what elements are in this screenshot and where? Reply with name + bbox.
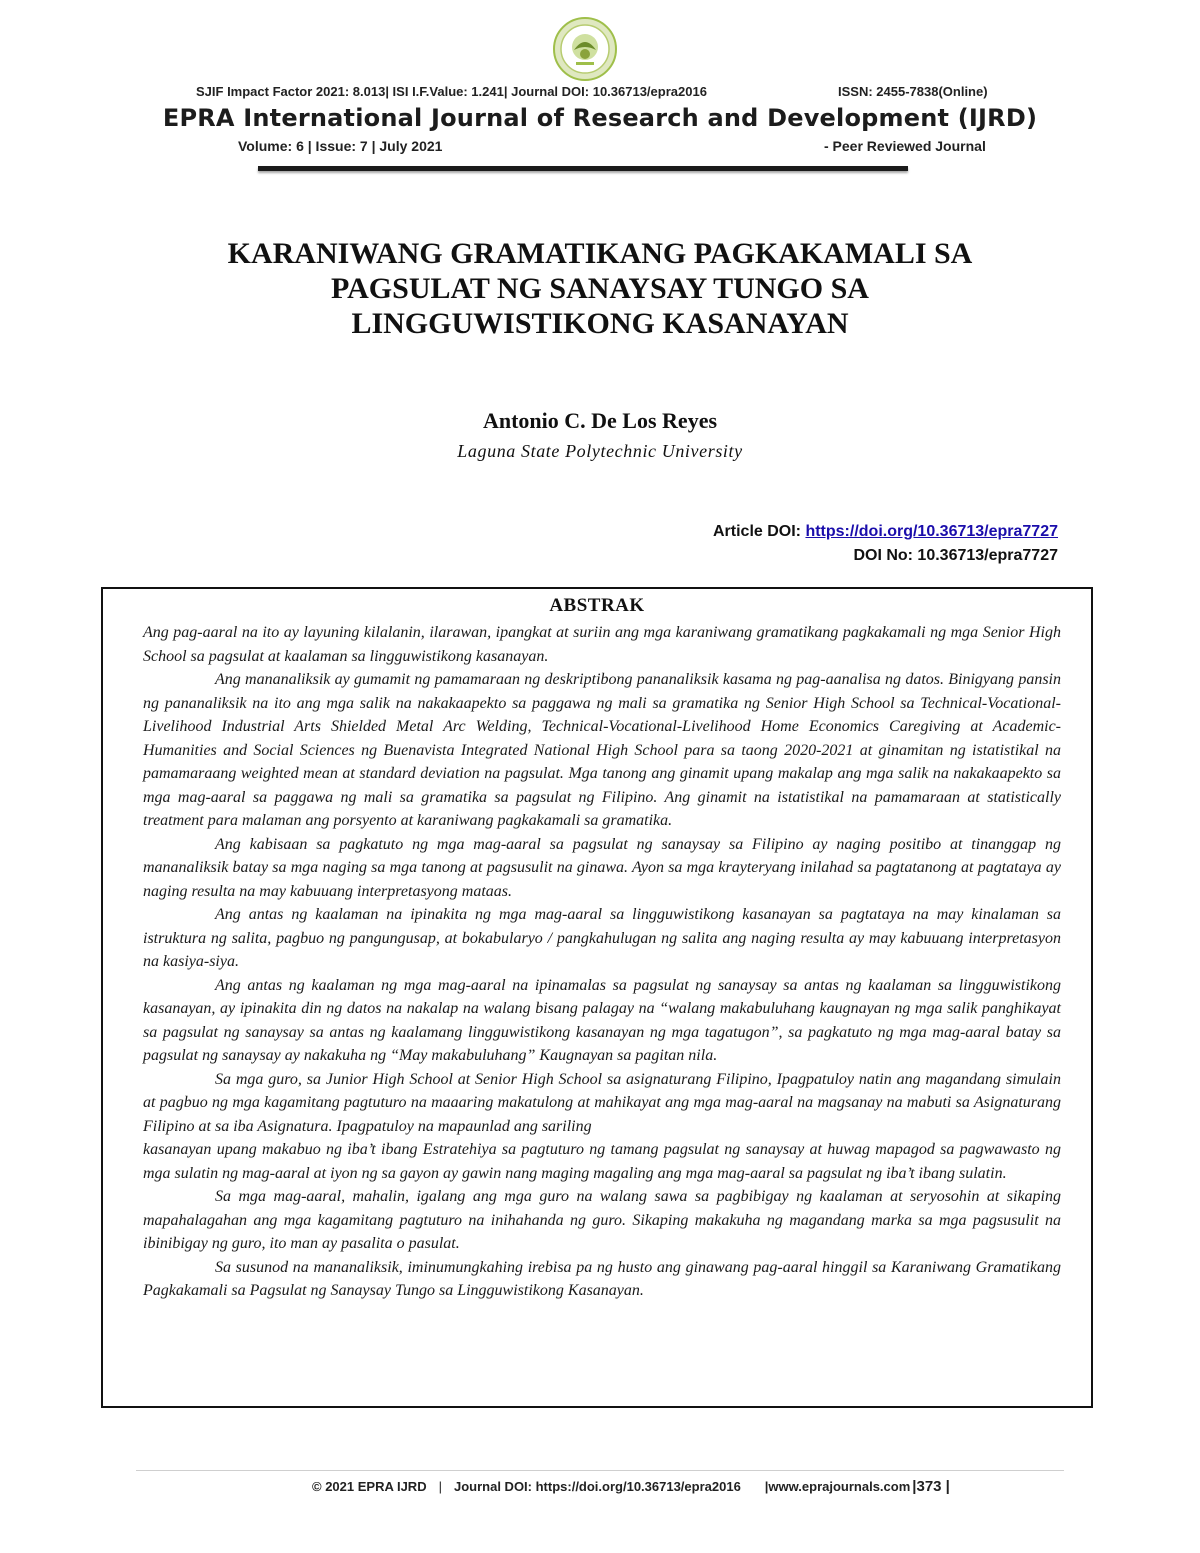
abstract-paragraph: Ang kabisaan sa pagkatuto ng mga mag-aaral sa pagsulat ng sanaysay sa Filipino ay naging positibo at tinanggap ng mananaliksik batay sa mga naging sa mga tanong at pagsusulit na ginawa. Ayon sa mga krayteryang inilahad sa pagtatanong at pagtataya ay naging resulta na may kabuuang interpretasyong mataas. — [143, 835, 1061, 900]
journal-meta-line — [0, 84, 1200, 102]
abstract-paragraph: Sa susunod na mananaliksik, iminumungkahing irebisa pa ng husto ang ginawang pag-aaral hinggil sa Karaniwang Gramatikang Pagkakamali sa Pagsulat ng Sanaysay Tungo sa Lingguwistikong Kasanayan. — [143, 1258, 1061, 1299]
article-doi-link[interactable]: https://doi.org/10.36713/epra7727 — [805, 523, 1058, 540]
page-number: |373 | — [912, 1478, 950, 1495]
footer-divider — [136, 1470, 1064, 1471]
abstract-paragraph: Sa mga guro, sa Junior High School at Senior High School sa asignaturang Filipino, Ipagpatuloy natin ang magandang simulain at pagbuo ng mga kagamitang pagtuturo na maaaring makatulong at mahikayat ang mga mag-aaral na magsanay na mabuti sa Asignaturang Filipino at sa iba Asignatura. Ipagpatuloy na mapaunlad ang sariling — [143, 1070, 1061, 1135]
title-line: KARANIWANG GRAMATIKANG PAGKAKAMALI SA — [227, 237, 973, 270]
abstract-box — [101, 587, 1093, 1408]
header-divider — [258, 166, 908, 171]
author-name: Antonio C. De Los Reyes — [482, 408, 718, 433]
footer-copyright: © 2021 EPRA IJRD — [312, 1479, 427, 1494]
abstract-paragraph: Ang pag-aaral na ito ay layuning kilalanin, ilarawan, ipangkat at suriin ang mga karaniwang gramatikang pagkakamali ng mga Senior High School sa pagsulat at kaalaman sa lingguwistikong kasanayan. — [143, 624, 1061, 665]
title-line: PAGSULAT NG SANAYSAY TUNGO SA — [331, 272, 869, 305]
volume-issue: Volume: 6 | Issue: 7 | July 2021 — [238, 138, 443, 154]
volume-line — [0, 138, 1200, 156]
issn: ISSN: 2455-7838(Online) — [838, 84, 988, 99]
abstract-paragraph: Ang antas ng kaalaman na ipinakita ng mga mag-aaral sa lingguwistikong kasanayan sa pagtataya na may kinalaman sa istruktura ng salita, pagbuo ng pangungusap, at bokabularyo / pangkahulugan ng salita ang naging resulta ay may kabuuang interpretasyon na kasiya-siya. — [143, 906, 1061, 970]
abstract-heading: ABSTRAK — [549, 595, 645, 616]
footer-website[interactable]: |www.eprajournals.com — [764, 1479, 911, 1494]
abstract-body — [143, 621, 1061, 1303]
abstract-paragraph: Sa mga mag-aaral, mahalin, igalang ang mga guro na walang sawa sa pagbibigay ng kaalaman at seryosohin at sikaping mapahalagahan ang mga kagamitang pagtuturo na inihahanda ng guro. Sikaping makakuha ng magandang marka sa mga pagsusulit na ibinibigay ng guro, ito man ay pasalita o pasulat. — [143, 1188, 1061, 1252]
peer-reviewed-label: - Peer Reviewed Journal — [824, 138, 986, 154]
article-doi-line — [713, 520, 1058, 544]
doi-block — [713, 520, 1058, 568]
article-doi-label: Article DOI: — [712, 523, 806, 540]
impact-factor: SJIF Impact Factor 2021: 8.013| ISI I.F.Value: 1.241| Journal DOI: 10.36713/epra2016 — [196, 84, 707, 99]
footer-journal-doi: Journal DOI: https://doi.org/10.36713/epra2016 — [453, 1479, 741, 1494]
abstract-paragraph: Ang mananaliksik ay gumamit ng pamamaraan ng deskriptibong pananaliksik kasama ng pag-aanalisa ng datos. Binigyang pansin ng pananaliksik na ito ang mga salik na nakakaapekto sa paggawa ng mali sa gramatika ng Senior High School sa Technical-Vocational-Livelihood Industrial Arts Shielded Metal Arc Welding, Technical-Vocational-Livelihood Home Economics Caregiving at Academic-Humanities and Social Sciences ng Buenavista Integrated National High School para sa taong 2020-2021 at ginamitan ng istatistikal na pamamaraang weighted mean at standard deviation na pagsulat. Mga tanong ang ginamit upang makalap ang mga salik na nakakaapekto sa mga mag-aaral sa paggawa ng mali sa gramatika sa pagsulat ng Filipino. Ang ginamit na istatistikal na pamamaraan at statistically treatment para malaman ang porsyento at karaniwang pagkakamali sa gramatika. — [143, 671, 1061, 829]
journal-logo — [552, 16, 618, 82]
paper-title — [120, 236, 1080, 341]
abstract-paragraph: kasanayan upang makabuo ng iba’t ibang Estratehiya sa pagtuturo ng tamang pagsulat ng sanaysay at huwag mapagod sa pagwawasto ng mga sulatin ng mag-aaral at iyon ng sa gayon ay gawin nang maging magaling ang mga mag-aaral sa pagsulat ng iba’t ibang sulatin. — [143, 1141, 1061, 1182]
author-affiliation: Laguna State Polytechnic University — [457, 441, 743, 461]
journal-title: EPRA International Journal of Research and Development (IJRD) — [162, 104, 1038, 132]
title-line: LINGGUWISTIKONG KASANAYAN — [351, 307, 849, 340]
abstract-paragraph: Ang antas ng kaalaman ng mga mag-aaral na ipinamalas sa pagsulat ng sanaysay sa antas ng kaalaman sa lingguwistikong kasanayan, ay ipinakita din ng datos na nakalap na walang bisang palagay na “walang makabuluhang kaugnayan ng mga salik panghikayat sa pagsulat ng sanaysay sa antas ng kaalamang lingguwistikong kasanayan ng mga tagatugon”, sa pagkatuto ng mga mag-aaral batay sa pagsulat ng sanaysay ay nakakuha ng “May makabuluhang” Kaugnayan sa pagitan nila. — [143, 976, 1061, 1064]
doi-number: DOI No: 10.36713/epra7727 — [853, 547, 1058, 564]
page-footer: © 2021 EPRA IJRD | Journal DOI: https://doi.org/10.36713/epra2016 |www.eprajournals.com |373 | — [312, 1478, 950, 1495]
